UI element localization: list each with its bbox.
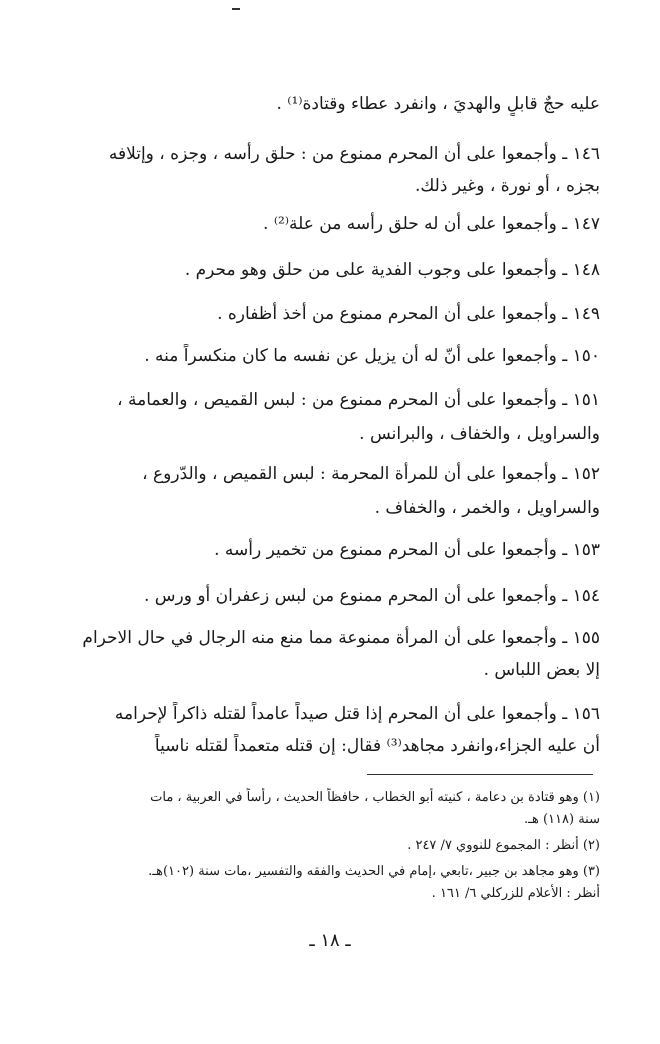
text-line: ١٤٨ ـ وأجمعوا على وجوب الفدية على من حلق وهو محرم . (184, 260, 600, 280)
text-line: ١٥٢ ـ وأجمعوا على أن للمرأة المحرمة : لبس القميص ، والدّروع ، (142, 464, 600, 484)
text-line: ١٥٥ ـ وأجمعوا على أن المرأة ممنوعة مما منع منه الرجال في حال الاحرام (82, 628, 600, 648)
text-line: أن عليه الجزاء،وانفرد مجاهد⁽³⁾ فقال: إن قتله متعمداً لقتله ناسياً (154, 736, 600, 756)
text-line: ١٥١ ـ وأجمعوا على أن المحرم ممنوع من : لبس القميص ، والعمامة ، (117, 390, 600, 410)
footnote: أنظر : الأعلام للزركلي ٦/ ١٦١ . (431, 886, 600, 901)
footnote: (٣) وهو مجاهد بن جبير ،تابعي ،إمام في الحديث والفقه والتفسير ،مات سنة (١٠٢)هـ. (148, 864, 600, 879)
top-mark (232, 8, 240, 10)
text-line: ١٥٠ ـ وأجمعوا على أنّ له أن يزيل عن نفسه ما كان منكسراً منه . (144, 346, 600, 366)
text-line: ١٤٧ ـ وأجمعوا على أن له حلق رأسه من علة⁽²⁾ . (263, 214, 600, 234)
text-line: ١٤٦ ـ وأجمعوا على أن المحرم ممنوع من : حلق رأسه ، وجزه ، وإتلافه (108, 144, 600, 164)
text-line: ١٥٣ ـ وأجمعوا على أن المحرم ممنوع من تخمير رأسه . (214, 540, 600, 560)
page-number: ـ ١٨ ـ (309, 930, 351, 951)
text-line: والسراويل ، والخفاف ، والبرانس . (359, 424, 600, 444)
text-line: إلا بعض اللباس . (483, 660, 600, 680)
footnote: (١) وهو قتادة بن دعامة ، كنيته أبو الخطاب ، حافظاً الحديث ، رأساً في العربية ، مات (150, 790, 600, 805)
footnote-divider (367, 774, 593, 775)
text-line: ١٥٦ ـ وأجمعوا على أن المحرم إذا قتل صيداً عامداً لقتله ذاكراً لإحرامه (114, 704, 600, 724)
footnote: (٢) أنظر : المجموع للنووي ٧/ ٢٤٧ . (407, 838, 600, 853)
text-line: عليه حجٌ قابلٍ والهديَ ، وانفرد عطاء وقتادة⁽¹⁾ . (276, 94, 600, 114)
text-line: ١٥٤ ـ وأجمعوا على أن المحرم ممنوع من لبس زعفران أو ورس . (143, 586, 600, 606)
text-line: بجزه ، أو نورة ، وغير ذلك. (414, 176, 600, 196)
text-line: ١٤٩ ـ وأجمعوا على أن المحرم ممنوع من أخذ أظفاره . (217, 304, 600, 324)
footnote: سنة (١١٨) هـ. (524, 812, 600, 827)
text-line: والسراويل ، والخمر ، والخفاف . (374, 498, 600, 518)
